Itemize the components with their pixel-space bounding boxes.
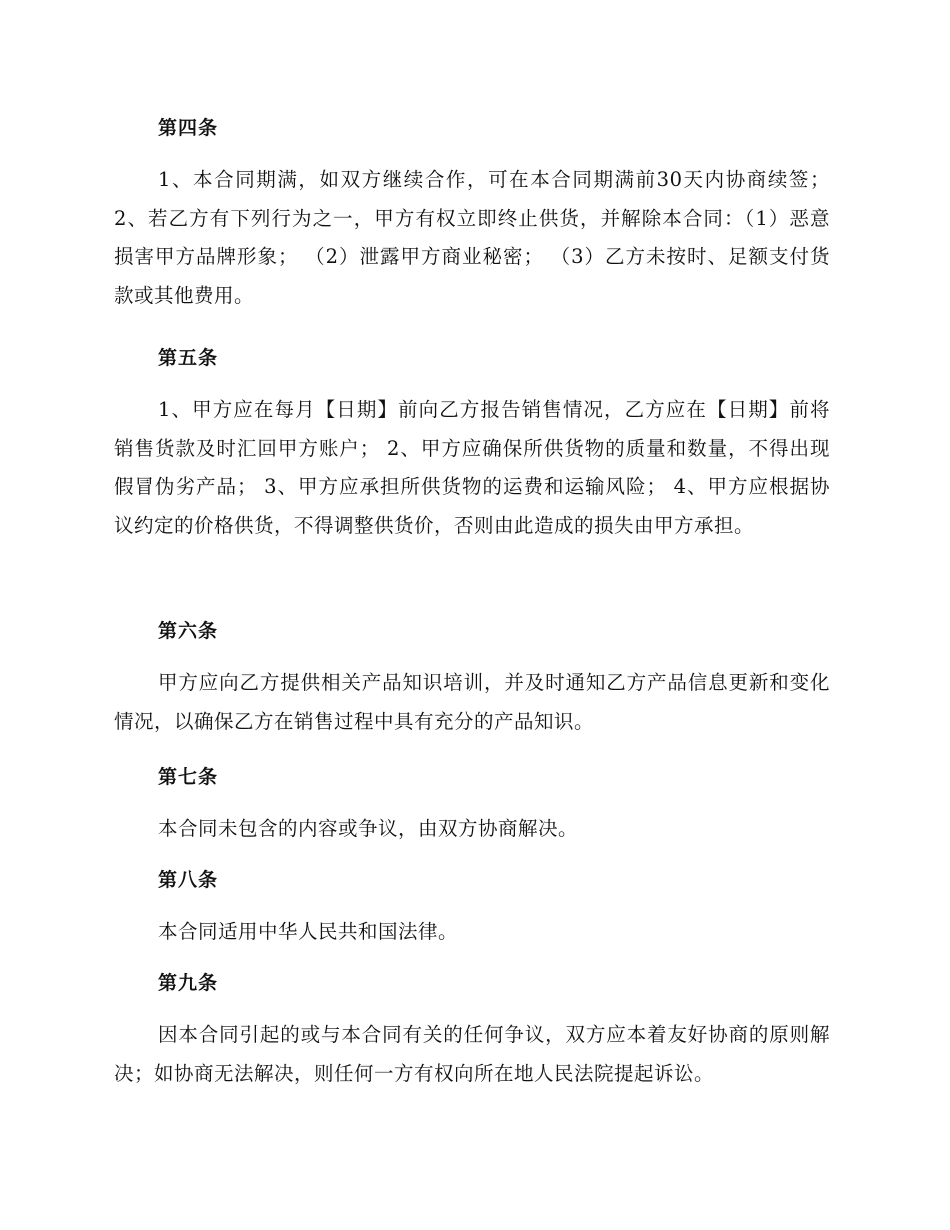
article-body: 甲方应向乙方提供相关产品知识培训，并及时通知乙方产品信息更新和变化情况，以确保乙方在销售过程中具有充分的产品知识。: [114, 671, 830, 733]
article-body: 1、甲方应在每月【日期】前向乙方报告销售情况，乙方应在【日期】前将销售货款及时汇回甲方账户； 2、甲方应确保所供货物的质量和数量，不得出现假冒伪劣产品； 3、甲方应承担所供货物的运费和运输风险； 4、甲方应根据协议约定的价格供货，不得调整供货价，否则由此造成的损失由甲方承担。: [114, 398, 830, 537]
article-heading: 第四条: [158, 117, 219, 139]
article-body: 本合同适用中华人民共和国法律。: [158, 920, 459, 943]
article-body: 本合同未包含的内容或争议，由双方协商解决。: [158, 817, 579, 840]
article-body: 1、本合同期满，如双方继续合作，可在本合同期满前30天内协商续签； 2、若乙方有下列行为之一，甲方有权立即终止供货，并解除本合同：（1）恶意损害甲方品牌形象； （2）泄露甲方商业秘密； （3）乙方未按时、足额支付货款或其他费用。: [114, 168, 830, 307]
article-heading: 第六条: [158, 620, 219, 642]
article-heading: 第五条: [158, 347, 219, 369]
article-body: 因本合同引起的或与本合同有关的任何争议，双方应本着友好协商的原则解决；如协商无法解决，则任何一方有权向所在地人民法院提起诉讼。: [114, 1023, 830, 1085]
article-heading: 第九条: [158, 972, 219, 994]
article-heading: 第七条: [158, 766, 219, 788]
article-heading: 第八条: [158, 869, 219, 891]
